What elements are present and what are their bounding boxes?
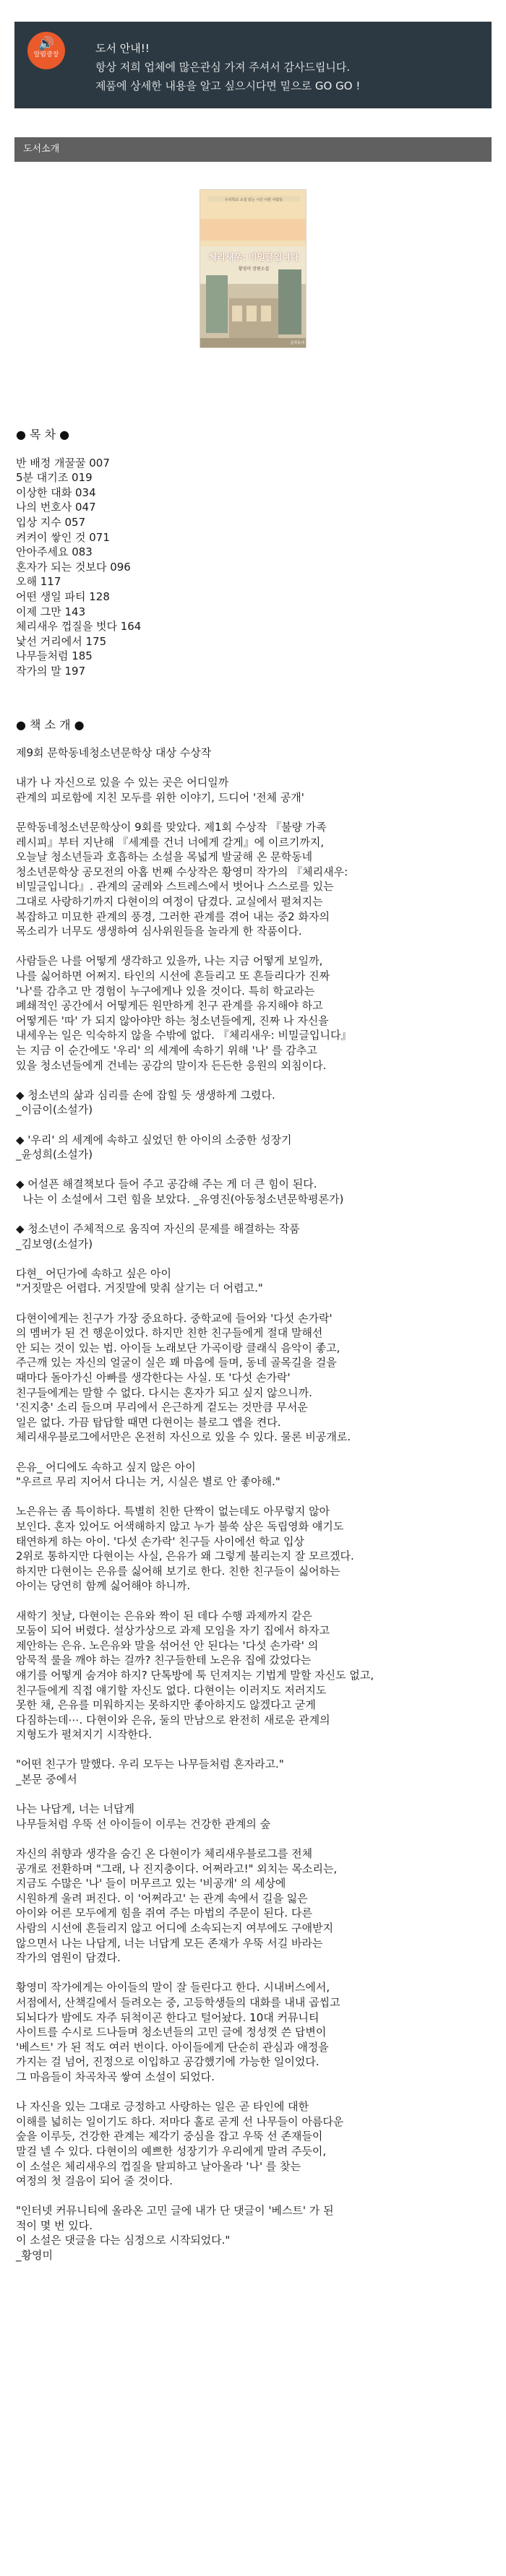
toc-item: 5분 대기조 019: [16, 471, 93, 485]
intro-line: 2위로 통하지만 다현이는 사실, 은유가 왜 그렇게 불리는지 잘 모르겠다.: [16, 1550, 354, 1563]
intro-line: 나는 이 소설에서 그런 힘을 보았다. _유영진(아동청소년문학평론가): [16, 1192, 344, 1206]
intro-line: 목소리가 너무도 생생하여 심사위원들을 놀라게 한 작품이다.: [16, 925, 302, 938]
notice-text: [95, 39, 360, 95]
intro-line: _황영미: [16, 2249, 53, 2262]
intro-line: 레시피』부터 지난해 『세계를 건너 너에게 갈게』에 이르기까지,: [16, 835, 325, 849]
intro-line: [16, 1594, 493, 1609]
intro-heading: ● 책 소 개 ●: [16, 717, 85, 732]
toc-item: 이제 그만 143: [16, 605, 86, 618]
intro-line: ◆ 청소년의 삶과 심리를 손에 잡힐 듯 생생하게 그렸다.: [16, 1088, 275, 1102]
toc-item: 나무들처럼 185: [16, 649, 93, 663]
intro-line: 나를 싫어하면 어쩌지. 타인의 시선에 흔들리고 또 흔들리다가 진짜: [16, 969, 330, 982]
book-cover-wrap: [200, 189, 306, 348]
intro-line: 시원하게 울려 퍼진다. 이 '어쩌라고' 는 관계 속에서 길을 잃은: [16, 1891, 308, 1905]
intro-line: 내가 나 자신으로 있을 수 있는 곳은 어디일까: [16, 776, 229, 790]
intro-line: 내세우는 일은 익숙하지 않을 수밖에 없다. 『체리새우: 비밀글입니다』: [16, 1029, 352, 1042]
intro-line: 비밀글입니다』. 관계의 굴레와 스트레스에서 벗어나 스스로를 있는: [16, 880, 334, 894]
intro-line: 친구들에게 직접 얘기할 자신도 없다. 다현이는 이러지도 저러지도: [16, 1683, 327, 1697]
toc-item: 작가의 말 197: [16, 664, 86, 678]
toc-item: 체리새우 껍질을 벗다 164: [16, 620, 142, 634]
intro-line: 다현_ 어딘가에 속하고 싶은 아이: [16, 1266, 171, 1280]
intro-line: 이 소설은 댓글을 다는 심정으로 시작되었다.": [16, 2234, 231, 2247]
intro-line: ◆ 어설픈 해결책보다 들어 주고 공감해 주는 게 더 큰 힘이 된다.: [16, 1177, 317, 1191]
toc-item: 나의 번호사 047: [16, 501, 96, 514]
speaker-icon: 🔊: [38, 36, 55, 51]
notice-line-1: 항상 저희 업체에 많은관심 가져 주셔서 감사드립니다.: [95, 61, 351, 74]
toc-item: 켜켜이 쌓인 것 071: [16, 530, 110, 544]
intro-line: 관계의 피로함에 지친 모두를 위한 이야기, 드디어 '전체 공개': [16, 790, 304, 804]
intro-line: 체리새우블로그에서만은 온전히 자신으로 있을 수 있다. 물론 비공개로.: [16, 1430, 351, 1444]
book-detail-content: [16, 428, 493, 2263]
intro-line: 나는 나답게, 너는 너답게: [16, 1802, 134, 1816]
intro-line: 있을 청소년들에게 건네는 공감의 말이자 든든한 응원의 외침이다.: [16, 1058, 327, 1072]
cover-publisher: 문학동네: [290, 341, 304, 345]
intro-line: 사람의 시선에 흔들리지 않고 어디에 소속되는지 여부에도 구애받지: [16, 1922, 334, 1935]
intro-line: [16, 1118, 493, 1133]
intro-line: [16, 1162, 493, 1177]
intro-line: 다짐하는데⋯. 다현이와 은유, 둘의 만남으로 완전히 새로운 관계의: [16, 1713, 330, 1726]
notice-banner: [14, 22, 492, 108]
intro-line: 나무들처럼 우뚝 선 아이들이 이루는 건강한 관계의 숲: [16, 1817, 271, 1831]
book-cover: [200, 189, 306, 348]
intro-line: 이해를 넓히는 일이기도 하다. 저마다 홀로 곧게 선 나무들이 아름다운: [16, 2114, 344, 2128]
notice-title: 도서 안내!!: [95, 42, 150, 55]
intro-line: 제9회 문학동네청소년문학상 대상 수상작: [16, 746, 212, 760]
intro-line: 얘기를 어떻게 숨겨야 하지? 단톡방에 툭 던져지는 기법게 말할 자신도 없고,: [16, 1668, 374, 1682]
intro-line: '베스트' 가 된 적도 여러 번이다. 아이들에게 단순히 관심과 애정을: [16, 2040, 329, 2054]
intro-line: [16, 805, 493, 820]
cover-series: 우리학교 소설 읽는 시간 나란 사람들: [224, 198, 283, 202]
toc-item: 이상한 대화 034: [16, 485, 96, 499]
intro-line: [16, 761, 493, 776]
intro-line: 황영미 작가에게는 아이들의 말이 잘 들린다고 한다. 시내버스에서,: [16, 1981, 330, 1994]
intro-line: 나 자신을 있는 그대로 긍정하고 사랑하는 일은 곧 타인에 대한: [16, 2100, 309, 2114]
intro-line: 복잡하고 미묘한 관계의 풍경, 그러한 관계를 겪어 내는 중2 화자의: [16, 909, 330, 923]
intro-line: _이금이(소설가): [16, 1103, 93, 1117]
intro-line: [16, 1073, 493, 1088]
intro-line: 사람들은 나를 어떻게 생각하고 있을까, 나는 지금 어떻게 보일까,: [16, 954, 323, 968]
intro-line: 는 지금 이 순간에도 '우리' 의 세계에 속하기 위해 '나' 를 감추고: [16, 1043, 317, 1057]
intro-line: [16, 1831, 493, 1846]
intro-line: "인터넷 커뮤니티에 올라온 고민 글에 내가 단 댓글이 '베스트' 가 된: [16, 2204, 334, 2218]
intro-line: _윤성희(소설가): [16, 1148, 93, 1162]
intro-line: 문학동네청소년문학상이 9회를 맞았다. 제1회 수상작 『불량 가족: [16, 821, 327, 834]
intro-line: 태연하게 하는 아이. '다섯 손가락' 친구들 사이에선 학교 입상: [16, 1534, 304, 1548]
intro-line: "거짓말은 어렵다. 거짓말에 맞춰 살기는 더 어렵고.": [16, 1281, 263, 1295]
intro-line: ◆ 청소년이 주체적으로 움직여 자신의 문제를 해결하는 작품: [16, 1222, 300, 1236]
intro-line: 가지는 걸 넘어, 진정으로 이입하고 공감했기에 가능한 일이었다.: [16, 2055, 320, 2069]
intro-line: 적이 몇 번 있다.: [16, 2218, 93, 2232]
toc-list: [16, 456, 493, 679]
intro-line: [16, 1296, 493, 1311]
intro-line: 청소년문학상 공모전의 아홉 번째 수상작은 황영미 작가의 『체리새우:: [16, 865, 348, 878]
intro-line: _본문 중에서: [16, 1773, 77, 1786]
intro-line: '나'를 감추고 만 경험이 누구에게나 있을 것이다. 특히 학교라는: [16, 984, 315, 998]
intro-line: 되뇌다가 밤에도 자주 뒤척이곤 한다고 털어놨다. 10대 커뮤니티: [16, 2010, 320, 2024]
intro-line: 모둠이 되어 버렸다. 설상가상으로 과제 모임을 자기 집에서 하자고: [16, 1624, 330, 1638]
intro-line: [16, 1207, 493, 1222]
intro-line: "우르르 무리 지어서 다니는 거, 시실은 별로 안 좋아해.": [16, 1475, 280, 1489]
intro-line: 아이와 어른 모두에게 힘을 쥐여 주는 마법의 주문이 된다. 다른: [16, 1906, 312, 1920]
intro-line: 지금도 수많은 '나' 들이 머무르고 있는 '비공개' 의 세상에: [16, 1877, 286, 1890]
intro-line: 다현이에게는 친구가 가장 중요하다. 중학교에 들어와 '다섯 손가락': [16, 1311, 333, 1325]
intro-line: 작가의 염원이 담겼다.: [16, 1951, 121, 1965]
intro-line: 일은 없다. 가끔 탑답할 때면 다현이는 블로그 앱을 켠다.: [16, 1415, 281, 1429]
intro-line: _김보영(소설가): [16, 1237, 93, 1250]
intro-line: "어떤 친구가 말했다. 우리 모두는 나무들처럼 혼자라고.": [16, 1758, 284, 1771]
intro-line: 오늘날 청소년들과 호흡하는 소설을 목넓게 발굴해 온 문학동네: [16, 850, 313, 864]
toc-heading: ● 목 차 ●: [16, 428, 70, 441]
intro-line: [16, 1251, 493, 1266]
intro-line: 어떻게든 '따' 가 되지 않아야만 하는 청소년들에게, 진짜 나 자신을: [16, 1013, 329, 1027]
intro-line: [16, 2085, 493, 2100]
intro-line: [16, 1445, 493, 1460]
intro-line: [16, 1742, 493, 1758]
intro-line: 사이트를 수시로 드나들며 청소년들의 고민 글에 정성껏 쓴 답변이: [16, 2026, 327, 2039]
intro-line: 때마다 돌아가신 아빠를 생각한다는 사실. 또 '다섯 손가락': [16, 1371, 291, 1385]
intro-line: 제안하는 은유. 노은유와 말을 섞어선 안 된다는 '다섯 손가락' 의: [16, 1638, 319, 1652]
toc-item: 어떤 생일 파티 128: [16, 589, 110, 603]
intro-line: 주근깨 있는 자신의 얼굴이 실은 꽤 마음에 들며, 동네 골목길을 걸을: [16, 1356, 337, 1370]
intro-line: 지형도가 펼쳐지기 시작한다.: [16, 1728, 153, 1742]
intro-line: 아이는 당연히 함께 싫어해야 하니까.: [16, 1579, 191, 1593]
intro-line: 숲을 이루듯, 건강한 관계는 제각기 중심을 잡고 우뚝 선 존재들이: [16, 2130, 323, 2143]
section-title: 도서소개: [23, 144, 60, 155]
intro-line: ◆ '우리' 의 세계에 속하고 싶었던 한 아이의 소중한 성장기: [16, 1133, 292, 1146]
intro-line: 암묵적 룰을 깨야 하는 걸까? 친구들한테 노은유 집에 갔었다는: [16, 1654, 312, 1667]
intro-line: 하지만 다현이는 은유를 싫어해 보기로 한다. 친한 친구들이 싫어하는: [16, 1564, 340, 1578]
intro-line: 그 마음들이 차곡차곡 쌓여 소설이 되었다.: [16, 2070, 215, 2083]
intro-line: [16, 2189, 493, 2204]
intro-line: 이 소설은 체리새우의 껍질을 탈피하고 날아올라 '나' 를 찾는: [16, 2159, 301, 2173]
toc-item: 입상 지수 057: [16, 515, 86, 529]
toc-item: 낯선 거리에서 175: [16, 634, 107, 648]
notice-line-2: 제품에 상세한 내용을 알고 싶으시다면 밑으로 GO GO !: [95, 79, 361, 92]
intro-line: 말걸 넬 수 있다. 다현이의 예쁘한 성장기가 우리에게 말려 주듯이,: [16, 2144, 327, 2158]
intro-line: 노은유는 좀 특이하다. 특별히 친한 단짝이 없는데도 아무렇지 않아: [16, 1505, 330, 1518]
intro-line: [16, 939, 493, 954]
intro-line: [16, 1966, 493, 1981]
intro-line: 폐쇄적인 공간에서 어떻게든 원만하게 친구 관계를 유지해야 하고: [16, 999, 323, 1013]
intro-line: 자신의 취향과 생각을 숨긴 온 다현이가 체리새우블로그를 전체: [16, 1847, 313, 1861]
intro-line: 공개로 전환하며 "그래, 나 진지충이다. 어쩌라고!" 외치는 목소리는,: [16, 1862, 338, 1875]
cover-title: 체리새우: 비밀글입니다: [208, 252, 299, 262]
intro-line: 않으면서 나는 나답게, 너는 너답게 모든 존재가 우뚝 서길 바라는: [16, 1936, 323, 1950]
toc-item: 혼자가 되는 것보다 096: [16, 560, 131, 574]
intro-body: [16, 745, 493, 2263]
intro-line: 친구들에게는 말할 수 없다. 다시는 혼자가 되고 싶지 않으니까.: [16, 1386, 312, 1399]
intro-line: 여정의 첫 걸음이 되어 줄 것이다.: [16, 2174, 173, 2188]
intro-line: 못한 채, 은유를 미워하지는 못하지만 좋아하지도 않겠다고 굳게: [16, 1698, 316, 1712]
intro-line: 서점에서, 산책길에서 들려오는 중, 고등학생들의 대화를 내내 곱씹고: [16, 1995, 340, 2009]
toc-item: 오해 117: [16, 575, 61, 589]
intro-line: 새학기 첫날, 다현이는 은유와 짝이 된 데다 수행 과제까지 같은: [16, 1609, 312, 1622]
intro-line: [16, 1787, 493, 1802]
notice-badge-label: 알림광장: [33, 51, 59, 59]
intro-line: [16, 1490, 493, 1505]
toc-item: 안아주세요 083: [16, 545, 93, 559]
intro-line: '진지충' 소리 들으며 무리에서 은근하게 겉도는 것만큼 무서운: [16, 1401, 308, 1414]
intro-line: 안 되는 것이 있는 법. 아이들 노래보단 가곡이랑 클래식 음악이 좋고,: [16, 1341, 340, 1354]
section-title-bar: [14, 137, 492, 162]
cover-author: 황영미 장편소설: [238, 267, 270, 272]
toc-item: 반 배정 개꿀꿀 007: [16, 456, 110, 470]
intro-line: 의 멤버가 된 건 행운이었다. 하지만 친한 친구들에게 절대 말해선: [16, 1326, 323, 1340]
intro-line: 보인다. 혼자 있어도 어색해하지 않고 누가 불쑥 삼은 독립영화 얘기도: [16, 1519, 344, 1533]
intro-line: 은유_ 어디에도 속하고 싶지 않은 아이: [16, 1460, 196, 1474]
intro-line: 그대로 사랑하기까지 다현이의 여정이 담겼다. 교실에서 펼쳐지는: [16, 895, 323, 909]
notice-badge: [27, 32, 65, 69]
